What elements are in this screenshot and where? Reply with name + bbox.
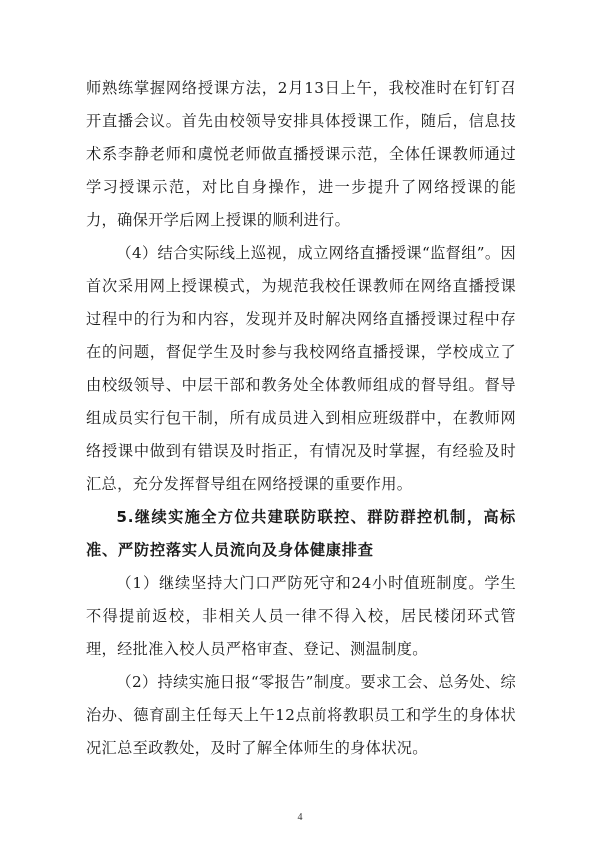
paragraph-online-teaching-training: 师熟练掌握网络授课方法，2月13日上午，我校准时在钉钉召开直播会议。首先由校领导安排具体授课工作，随后，信息技术系李静老师和虞悦老师做直播授课示范，全体任课教师通过学习授课示范，对比自身操作，进一步提升了网络授课的能力，确保开学后网上授课的顺利进行。 [86,79,516,229]
paragraph-gate-duty: （1）继续坚持大门口严防死守和24小时值班制度。学生不得提前返校，非相关人员一律不得入校，居民楼闭环式管理，经批准入校人员严格审查、登记、测温制度。 [86,574,516,658]
paragraph-zero-report: （2）持续实施日报“零报告”制度。要求工会、总务处、综治办、德育副主任每天上午12点前将教职员工和学生的身体状况汇总至政教处，及时了解全体师生的身体状况。 [86,673,516,757]
page-body [86,72,516,765]
section-heading-joint-prevention: 5.继续实施全方位共建联防联控、群防群控机制，高标准、严防控落实人员流向及身体健康排查 [86,508,516,559]
paragraph-supervision-group: （4）结合实际线上巡视，成立网络直播授课“监督组”。因首次采用网上授课模式，为规范我校任课教师在网络直播授课过程中的行为和内容，发现并及时解决网络直播授课过程中存在的问题，督促学生及时参与我校网络直播授课，学校成立了由校级领导、中层干部和教务处全体教师组成的督导组。督导组成员实行包干制，所有成员进入到相应班级群中，在教师网络授课中做到有错误及时指正，有情况及时掌握，有经验及时汇总，充分发挥督导组在网络授课的重要作用。 [86,244,516,493]
page-number: 4 [297,812,303,823]
